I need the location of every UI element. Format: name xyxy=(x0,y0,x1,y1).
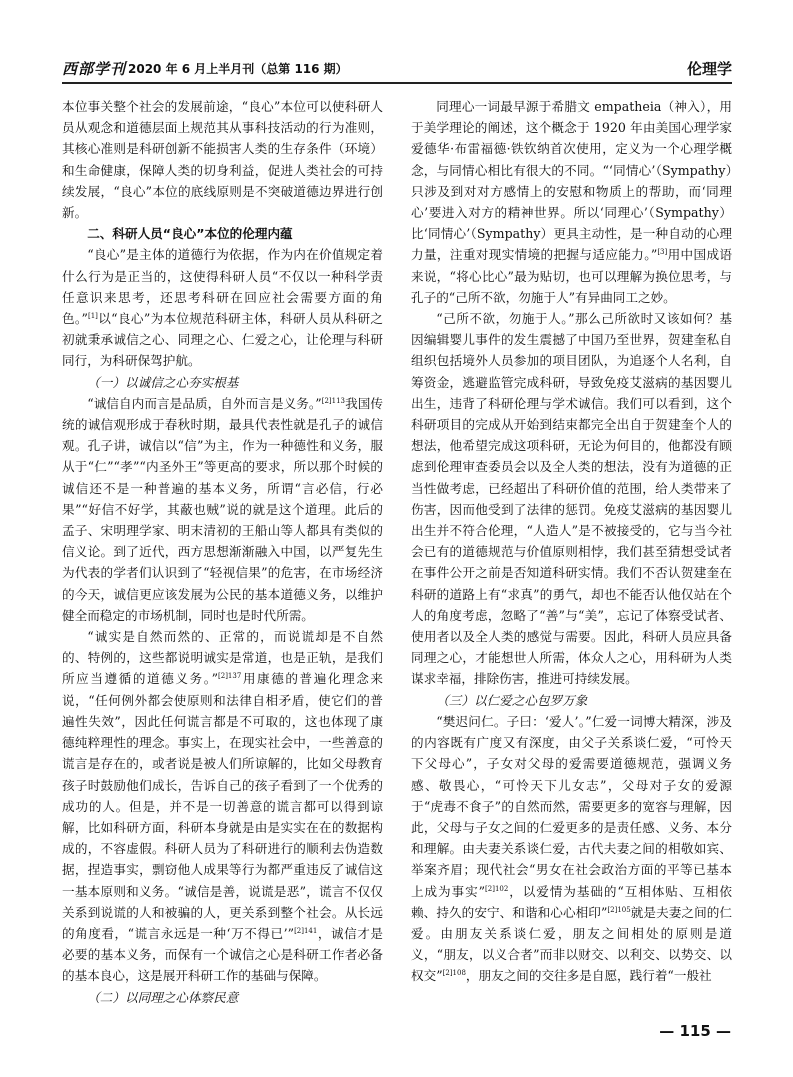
citation: [2]105 xyxy=(607,905,631,914)
page-number: — 115 — xyxy=(659,1022,731,1040)
subsection-heading: （三）以仁爱之心包罗万象 xyxy=(436,692,588,708)
right-column xyxy=(411,96,732,987)
paragraph: “良心”是主体的道德行为依据，作为内在价值规定着什么行为是正当的，这使得科研人员“不仅以一种科学责任意识来思考，还思考科研在回应社会需要方面的角色。”[1]以“良心”为本位规范科研主体，科研人员从科研之初就秉承诚信之心、同理之心、仁爱之心，让伦理与科研同行，为科研保驾护航。 xyxy=(62,247,383,369)
section-heading: 二、科研人员“良心”本位的伦理内蕴 xyxy=(87,226,293,242)
citation: [2]137 xyxy=(218,672,242,681)
paragraph: “诚实是自然而然的、正常的，而说谎却是不自然的、特例的，这些都说明诚实是常道，也是正轨，是我们所应当遵循的道德义务。”$^{[2]137}$用康德的普遍化理念来说，“任何例外都会使原则和法律自相矛盾，使它们的普遍性失效”，因此任何谎言都是不可取的，这也体现了康德纯粹理性的理念。事实上，在现实社会中，一些善意的谎言是存在的，或者说是被人们所谅解的，比如父母教育孩子时鼓励他们成长，告诉自己的孩子看到了一个优秀的成功的人。但是，并不是一切善意的谎言都可以得到谅解，比如科研方面，科研本身就是由是实实在在的数据构成的，不容虚假。科研人员为了科研进行的顺利去伪造数据，捏造事实，剽窃他人成果等行为都严重违反了诚信这一基本原则和义务。“诚信是善，说谎是恶”，谎言不仅仅关系到说谎的人和被骗的人，更关系到整个社会。从长远的角度看，“谎言永远是一种‘万不得已’”$^{[2]141}$，诚信才是必要的基本义务，而保有一个诚信之心是科研工作者必备的基本良心，这是展开科研工作的基础与保障。 xyxy=(62,629,384,984)
subsection-heading: （二）以同理之心体察民意 xyxy=(87,989,239,1005)
citation: [2]102 xyxy=(485,884,509,893)
subsection-heading: （一）以诚信之心夯实根基 xyxy=(87,374,239,390)
running-header xyxy=(62,58,732,80)
citation: [2]113 xyxy=(321,396,346,405)
paragraph: 本位事关整个社会的发展前途，“良心”本位可以使科研人员从观念和道德层面上规范其从事科技活动的行为准则，其核心准则是科研创新不能损害人类的生存条件（环境）和生命健康，保障人类的切身利益，促进人类社会的可持续发展，“良心”本位的底线原则是不突破道德边界进行创新。 xyxy=(62,99,383,221)
citation: [3] xyxy=(657,248,668,257)
paragraph: “樊迟问仁。子曰：‘爱人’。”仁爱一词博大精深，涉及的内容既有广度又有深度，由父子关系谈仁爱，“可怜天下父母心”，子女对父母的爱需要道德规范，强调义务感、敬畏心，“可怜天下儿女志”，父母对子女的爱源于“虎毒不食子”的自然而然，需要更多的宽容与理解，因此，父母与子女之间的仁爱更多的是责任感、义务、本分和理解。由夫妻关系谈仁爱，古代夫妻之间的相敬如宾、举案齐眉；现代社会“男女在社会政治方面的平等已基本上成为事实”$^{[2]102}$，以爱情为基础的“互相体贴、互相依赖、持久的安宁、和谐和心心相印”$^{[2]105}$就是夫妻之间的仁爱。由朋友关系谈仁爱，朋友之间相处的原则是道义，“朋友，以义合者”而非以财交、以利交、以势交、以权交”$^{[2]108}$，朋友之间的交往多是自愿，践行着“一般社 xyxy=(411,713,732,984)
paragraph: “诚信自内而言是品质，自外而言是义务。”$^{[2]113}$我国传统的诚信观形成于春秋时期，最具代表性就是孔子的诚信观。孔子讲，诚信以“信”为主，作为一种德性和义务，服从于“仁”“孝”“内圣外王”等更高的要求，所以那个时候的诚信还不是一种普遍的基本义务，所谓“言必信，行必果”“好信不好学，其蔽也贼”说的就是这个道理。此后的孟子、宋明理学家、明末清初的王船山等人都具有类似的信义论。到了近代，西方思想渐渐融入中国，以严复先生为代表的学者们认识到了“轻视信果”的危害，在市场经济的今天，诚信更应该发展为公民的基本道德义务，以维护健全而稳定的市场机制，同时也是时代所需。 xyxy=(62,395,383,623)
citation: [2]108 xyxy=(442,969,466,978)
section-title: 伦理学 xyxy=(686,60,732,78)
citation: [2]141 xyxy=(294,926,318,935)
citation: [1] xyxy=(88,311,98,320)
issue-info: 2020 年 6 月上半月刊（总第 116 期） xyxy=(128,62,348,76)
paragraph: 同理心一词最早源于希腊文 empatheia（神入），用于美学理论的阐述，这个概念于 1920 年由美国心理学家爱德华·布雷福德·铁钦纳首次使用，定义为一个心理学概念，与同情心相比有很大的不同。“‘同情心’（Sympathy）只涉及到对对方感情上的安慰和物质上的帮助，而‘同理心’要进入对方的精神世界。所以‘同理心’（Sympathy）比‘同情心’（Sympathy）更具主动性，是一种自动的心理力量，注重对现实情境的把握与适应能力。”[3]用中国成语来说，“将心比心”最为贴切，也可以理解为换位思考，与孔子的“己所不欲，勿施于人”有异曲同工之妙。 xyxy=(411,99,733,305)
paragraph: “己所不欲，勿施于人。”那么己所欲时又该如何？基因编辑婴儿事件的发生震撼了中国乃至世界，贺建奎私自组织包括境外人员参加的项目团队，为追逐个人名利，自筹资金，逃避监管完成科研，导致免疫艾滋病的基因婴儿出生，违背了科研伦理与学术诚信。我们可以看到，这个科研项目的完成从开始到结束都完全出自于贺建奎个人的想法，他希望完成这项科研，无论为何目的，他都没有顾虑到伦理审查委员会以及全人类的想法，没有为道德的正当性做考虑，已经超出了科研价值的范围，给人类带来了伤害，因而他受到了法律的惩罚。免疫艾滋病的基因婴儿出生并不符合伦理，“人造人”是不被接受的，它与当今社会已有的道德规范与价值原则相悖，我们甚至猜想受试者在事件公开之前是否知道科研实情。我们不否认贺建奎在科研的道路上有“求真”的勇气，却也不能否认他仅站在个人的角度考虑，忽略了“善”与“美”，忘记了体察受试者、使用者以及全人类的感觉与需要。因此，科研人员应具备同理之心，才能想世人所需，体众人之心，用科研为人类谋求幸福，排除伤害，推进可持续发展。 xyxy=(411,311,732,687)
left-column xyxy=(62,96,383,1008)
header-rule xyxy=(62,82,732,84)
journal-logo: 西部学刊 xyxy=(62,60,127,78)
